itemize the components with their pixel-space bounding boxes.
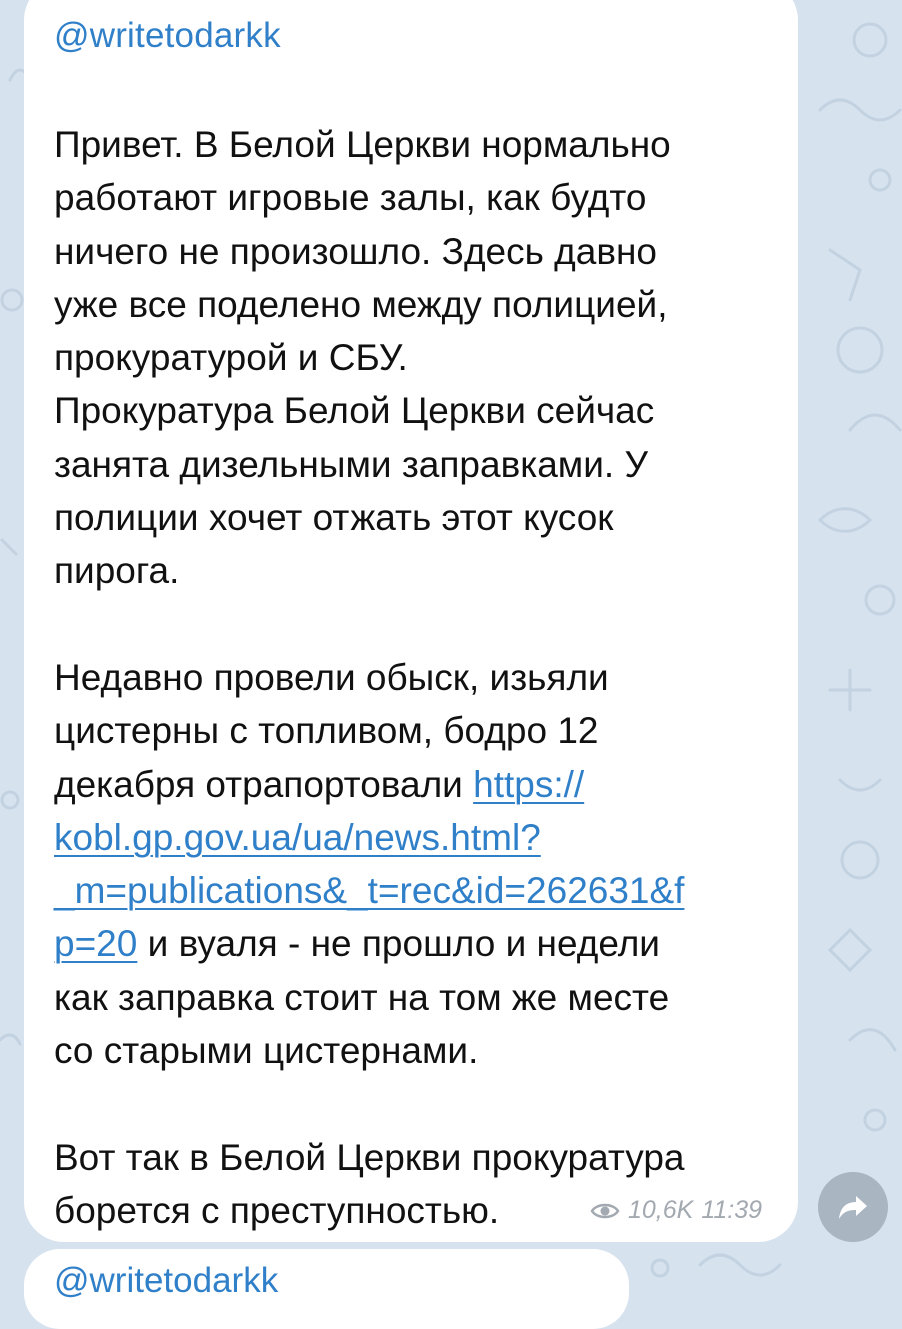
message-line: Вот так в Белой Церкви прокуратура	[54, 1136, 685, 1178]
message-text	[54, 118, 784, 1237]
message-line-with-link	[54, 917, 784, 970]
message-line: занята дизельными заправками. У	[54, 443, 648, 485]
forward-arrow-icon	[836, 1190, 870, 1224]
message-line: ничего не произошло. Здесь давно	[54, 230, 658, 272]
message-line: пирога.	[54, 550, 180, 592]
news-link[interactable]: _m=publications&_t=rec&id=262631&f	[54, 870, 685, 912]
message-line: Недавно провели обыск, изьяли	[54, 656, 609, 698]
message-line: полиции хочет отжать этот кусок	[54, 497, 614, 539]
paragraph-gap	[54, 598, 784, 651]
message-line	[54, 864, 784, 917]
message-line-text: декабря отрапортовали	[54, 763, 463, 805]
message-line: прокуратурой и СБУ.	[54, 337, 408, 379]
message-line: цистерны с топливом, бодро 12	[54, 710, 599, 752]
news-link[interactable]: kobl.gp.gov.ua/ua/news.html?	[54, 816, 541, 858]
message-line	[54, 811, 784, 864]
message-line: как заправка стоит на том же месте	[54, 976, 670, 1018]
view-count: 10,6K	[628, 1196, 694, 1224]
next-message-bubble	[24, 1249, 629, 1329]
message-time: 11:39	[701, 1196, 763, 1224]
message-line-with-link	[54, 758, 784, 811]
forward-button[interactable]	[818, 1172, 888, 1242]
eye-icon	[590, 1201, 620, 1221]
message-line: со старыми цистернами.	[54, 1030, 479, 1072]
news-link[interactable]: p=20	[54, 923, 138, 965]
next-message-sender-name[interactable]: @writetodarkk	[54, 1261, 279, 1300]
message-line-text: и вуаля - не прошло и недели	[137, 923, 660, 965]
message-line: Прокуратура Белой Церкви сейчас	[54, 390, 655, 432]
message-line: уже все поделено между полицией,	[54, 283, 668, 325]
message-line: работают игровые залы, как будто	[54, 177, 647, 219]
message-sender-name[interactable]: @writetodarkk	[54, 16, 281, 55]
news-link[interactable]: https://	[473, 763, 585, 805]
paragraph-gap	[54, 1077, 784, 1130]
message-line: борется с преступностью.	[54, 1189, 500, 1231]
message-meta	[590, 1196, 762, 1225]
message-line: Привет. В Белой Церкви нормально	[54, 124, 671, 165]
